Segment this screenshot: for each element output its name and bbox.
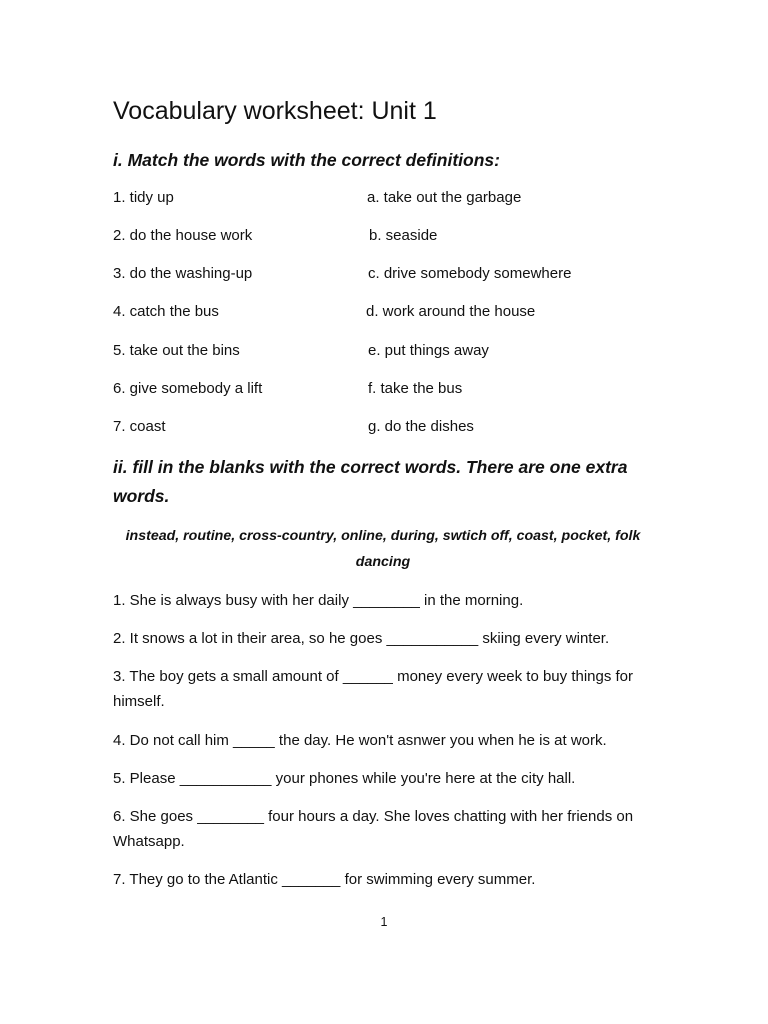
fill-in-sentence: 6. She goes ________ four hours a day. She loves chatting with her friends on Whatsapp. — [113, 808, 634, 850]
match-term: 6. give somebody a lift — [113, 380, 263, 397]
match-term: 7. coast — [113, 418, 166, 435]
match-row — [113, 186, 673, 210]
match-row — [113, 377, 673, 401]
fill-in-sentence: 5. Please ___________ your phones while you're here at the city hall. — [113, 770, 576, 787]
match-definition: b. seaside — [369, 227, 438, 244]
fill-in-sentence: 2. It snows a lot in their area, so he goes ___________ skiing every winter. — [113, 630, 610, 647]
section-2-heading: ii. fill in the blanks with the correct words. There are one extra words. — [113, 457, 628, 506]
match-row — [113, 415, 673, 439]
match-row — [113, 224, 673, 248]
match-term: 3. do the washing-up — [113, 265, 253, 282]
word-bank: instead, routine, cross-country, online, during, swtich off, coast, pocket, folk dancing — [125, 528, 641, 570]
match-term: 1. tidy up — [113, 189, 174, 206]
fill-in-sentence: 1. She is always busy with her daily ________ in the morning. — [113, 592, 524, 609]
match-term: 2. do the house work — [113, 227, 253, 244]
fill-in-sentence: 3. The boy gets a small amount of ______ money every week to buy things for himself. — [113, 668, 634, 710]
match-term: 4. catch the bus — [113, 303, 219, 320]
fill-in-sentence: 7. They go to the Atlantic _______ for swimming every summer. — [113, 871, 536, 888]
match-row — [113, 339, 673, 363]
match-definition: d. work around the house — [366, 303, 536, 320]
match-row — [113, 262, 673, 286]
match-definition: a. take out the garbage — [367, 189, 522, 206]
fill-in-sentence: 4. Do not call him _____ the day. He won't asnwer you when he is at work. — [113, 732, 607, 749]
match-definition: g. do the dishes — [368, 418, 474, 435]
worksheet-title: Vocabulary worksheet: Unit 1 — [113, 97, 437, 125]
match-term: 5. take out the bins — [113, 342, 240, 359]
match-definition: e. put things away — [368, 342, 489, 359]
page-number: 1 — [380, 915, 388, 929]
section-1-heading: i. Match the words with the correct definitions: — [113, 150, 500, 170]
match-definition: f. take the bus — [368, 380, 463, 397]
match-definition: c. drive somebody somewhere — [368, 265, 572, 282]
match-row — [113, 300, 673, 324]
